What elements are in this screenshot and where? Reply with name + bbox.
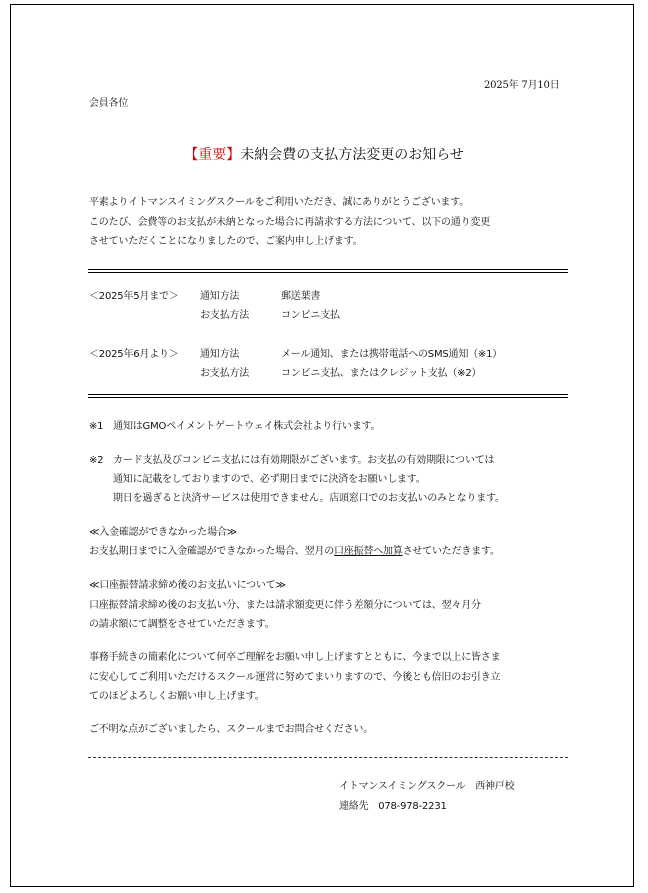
recipient: 会員各位 [89,98,129,109]
divider-bottom [88,394,568,398]
title-text: 未納会費の支払方法変更のお知らせ [240,147,464,163]
section-1-text-pre: お支払期日までに入金確認ができなかった場合、翌月の [89,546,334,557]
note-1: ※1 通知はGMOペイメントゲートウェイ株式会社より行います。 [89,421,381,432]
important-tag: 【重要】 [184,147,241,163]
school-name: イトマンスイミングスクール 西神戸校 [339,781,515,792]
period-1-value-2: コンビニ支払 [281,310,340,321]
page-border [10,4,634,887]
contact-note: ご不明な点がございましたら、スクールまでお問合せください。 [89,724,373,735]
period-2: ＜2025年6月より＞ [89,349,179,360]
section-2-heading: ≪口座振替請求締め後のお支払いについて≫ [89,580,286,591]
section-1-text-underline: 口座振替へ加算 [334,546,403,557]
period-1-label-1: 通知方法 [200,291,240,302]
period-2-label-2: お支払方法 [200,368,249,379]
section-1-text-post: させていただきます。 [402,546,500,557]
intro-line-1: 平素よりイトマンスイミングスクールをご利用いただき、誠にありがとうございます。 [89,197,469,208]
page-title [0,146,648,164]
section-2-line-1: 口座振替請求締め後のお支払い分、または請求額変更に伴う差額分については、翌々月分 [89,600,481,611]
section-1-heading: ≪入金確認ができなかった場合≫ [89,527,237,538]
intro-line-2: このたび、会費等のお支払が未納となった場合に再請求する方法について、以下の通り変更 [89,217,490,228]
period-2-value-1: メール通知、または携帯電話へのSMS通知（※1） [281,349,503,360]
closing-line-2: に安心してご利用いただけるスクール運営に努めてまいりますので、今後とも倍旧のお引き立 [89,672,501,683]
period-1: ＜2025年5月まで＞ [89,291,179,302]
date: 2025年 7月10日 [484,80,560,91]
school-contact: 連絡先 078-978-2231 [339,801,447,812]
dashed-divider [88,757,568,758]
period-2-label-1: 通知方法 [200,349,240,360]
intro-line-3: させていただくことになりましたので、ご案内申し上げます。 [89,236,363,247]
closing-line-1: 事務手続きの簡素化について何卒ご理解をお願い申し上げますとともに、今まで以上に皆さま [89,652,501,663]
period-1-value-1: 郵送葉書 [281,291,321,302]
divider-top [88,269,568,273]
section-1-text [89,545,500,559]
note-2-line-2: 通知に記載をしておりますので、必ず期日までに決済をお願いします。 [113,474,426,485]
closing-line-3: てのほどよろしくお願い申し上げます。 [89,691,265,702]
period-2-value-2: コンビニ支払、またはクレジット支払（※2） [281,368,482,379]
note-2-line-1: ※2 カード支払及びコンビニ支払には有効期限がございます。お支払の有効期限については [89,455,495,466]
period-1-label-2: お支払方法 [200,310,249,321]
section-2-line-2: の請求額にて調整をさせていただきます。 [89,619,275,630]
note-2-line-3: 期日を過ぎると決済サービスは使用できません。店頭窓口でのお支払いのみとなります。 [113,493,505,504]
